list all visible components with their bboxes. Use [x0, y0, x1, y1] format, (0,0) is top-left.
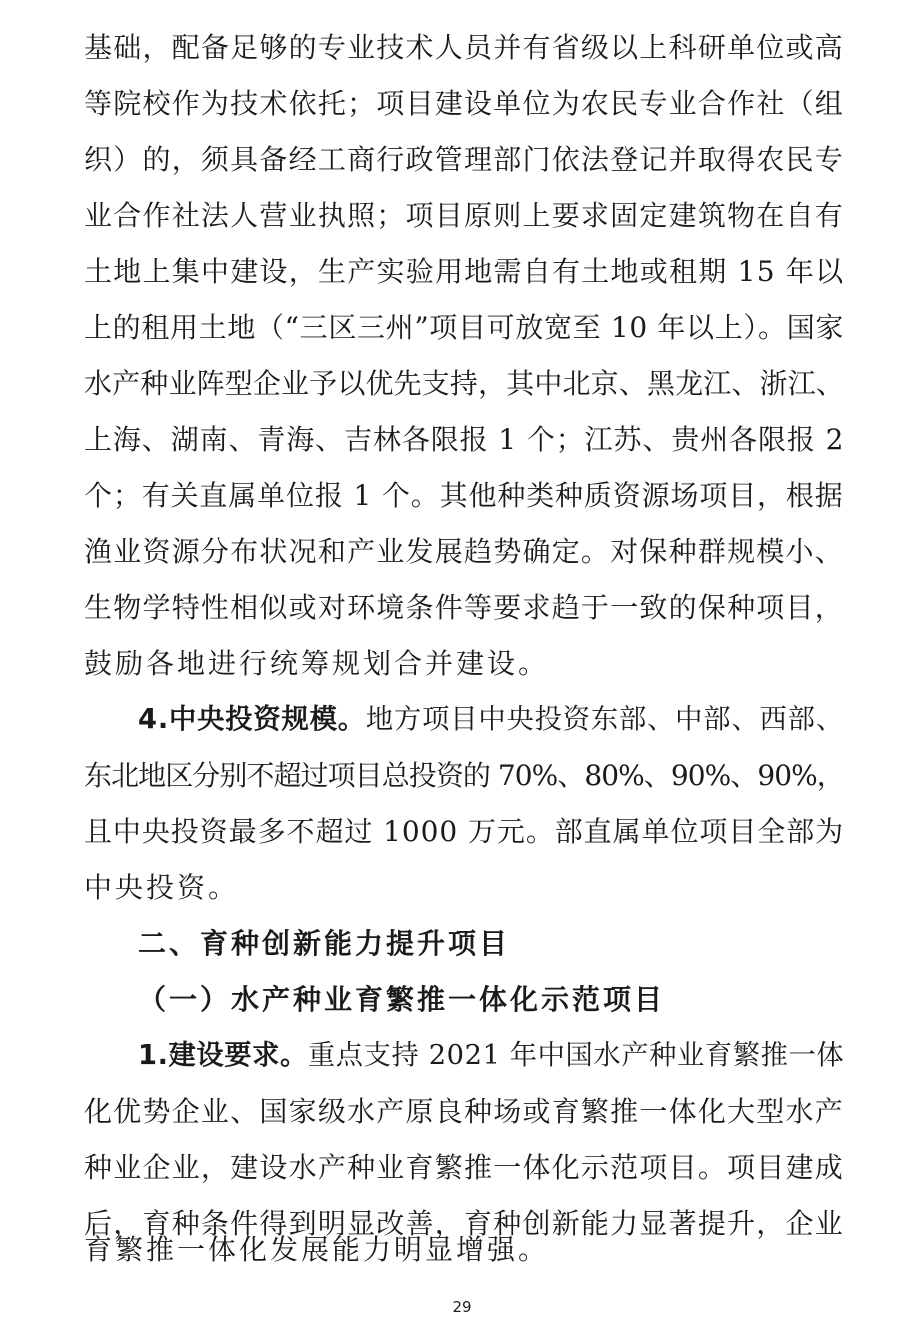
- paragraph-line: 个；有关直属单位报 1 个。其他种类种质资源场项目，根据: [84, 479, 844, 512]
- item-1-first-line: [138, 1038, 844, 1074]
- paragraph-line: 后，育种条件得到明显改善，育种创新能力显著提升，企业: [84, 1207, 845, 1240]
- paragraph-line: 水产种业阵型企业予以优先支持，其中北京、黑龙江、浙江、: [84, 367, 845, 400]
- paragraph-line: 等院校作为技术依托；项目建设单位为农民专业合作社（组: [84, 87, 845, 120]
- paragraph-line: 上的租用土地（“三区三州”项目可放宽至 10 年以上）。国家: [84, 311, 845, 344]
- item-4-label: 4.中央投资规模。: [138, 704, 366, 735]
- item-4-text: 地方项目中央投资东部、中部、西部、: [365, 704, 844, 735]
- paragraph-line: 土地上集中建设，生产实验用地需自有土地或租期 15 年以: [84, 255, 845, 288]
- paragraph-line: 东北地区分别不超过项目总投资的 70%、80%、90%、90%，: [84, 759, 844, 792]
- paragraph-line: 化优势企业、国家级水产原良种场或育繁推一体化大型水产: [84, 1095, 845, 1128]
- item-4-first-line: [138, 702, 844, 738]
- item-1-text: 重点支持 2021 年中国水产种业育繁推一体: [307, 1040, 845, 1071]
- item-1-label: 1.建设要求。: [138, 1040, 308, 1071]
- paragraph-line: 基础，配备足够的专业技术人员并有省级以上科研单位或高: [84, 31, 845, 64]
- paragraph-line: 生物学特性相似或对环境条件等要求趋于一致的保种项目，: [84, 591, 845, 624]
- paragraph-line: 上海、湖南、青海、吉林各限报 1 个；江苏、贵州各限报 2: [84, 423, 845, 456]
- section-heading: 二、育种创新能力提升项目: [138, 927, 511, 960]
- paragraph-line: 鼓励各地进行统筹规划合并建设。: [84, 647, 550, 680]
- paragraph-line: 织）的，须具备经工商行政管理部门依法登记并取得农民专: [84, 143, 845, 176]
- paragraph-line: 业合作社法人营业执照；项目原则上要求固定建筑物在自有: [84, 199, 845, 232]
- paragraph-line: 育繁推一体化发展能力明显增强。: [84, 1233, 550, 1266]
- paragraph-line: 中央投资。: [84, 871, 240, 904]
- paragraph-line: 种业企业，建设水产种业育繁推一体化示范项目。项目建成: [84, 1151, 845, 1184]
- subsection-heading: （一）水产种业育繁推一体化示范项目: [138, 983, 666, 1016]
- page-number: 29: [452, 1298, 472, 1316]
- paragraph-line: 且中央投资最多不超过 1000 万元。部直属单位项目全部为: [84, 815, 845, 848]
- paragraph-line: 渔业资源分布状况和产业发展趋势确定。对保种群规模小、: [84, 535, 845, 568]
